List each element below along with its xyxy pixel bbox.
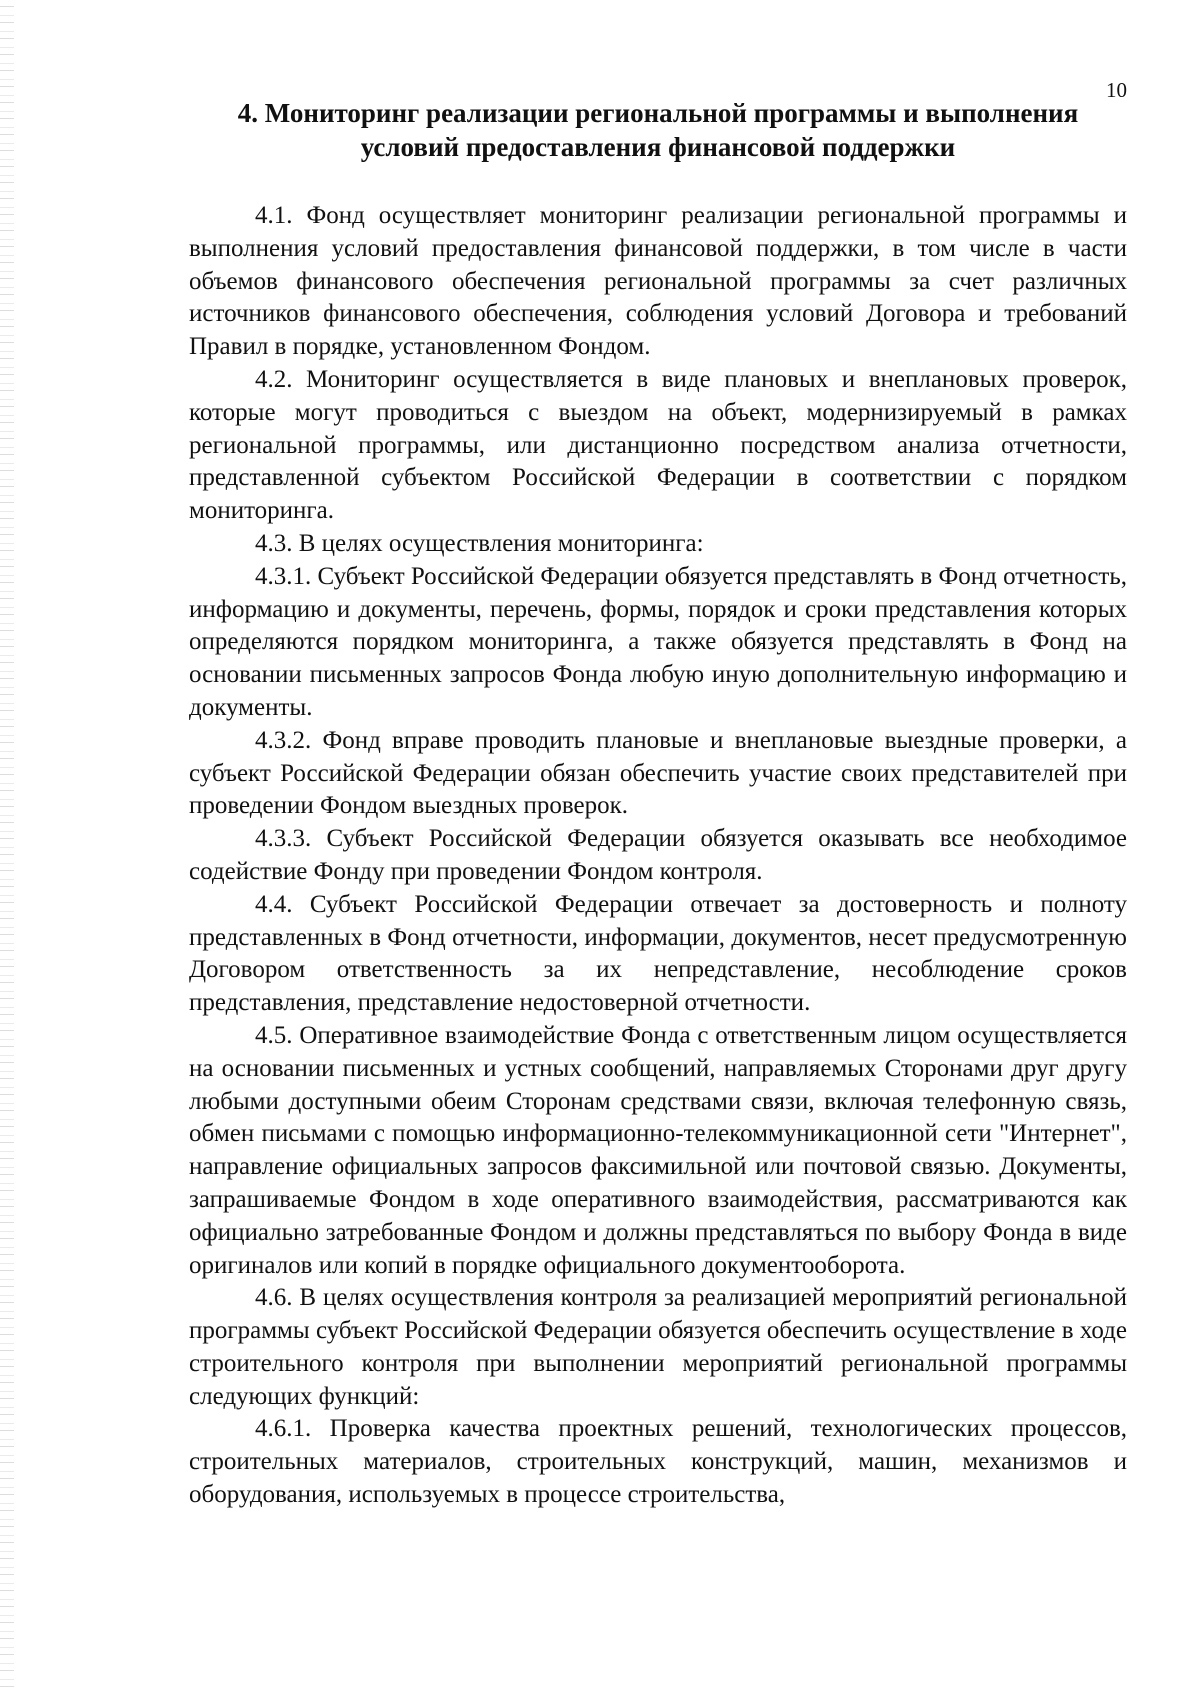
paragraph-4-3-3: 4.3.3. Субъект Российской Федерации обязуется оказывать все необходимое содействие Фонду при проведении Фондом контроля. — [189, 825, 1127, 885]
paragraph-4-1: 4.1. Фонд осуществляет мониторинг реализации региональной программы и выполнения условий предоставления финансовой поддержки, в том числе в части объемов финансового обеспечения региональной программы за счет различных источников финансового обеспечения, соблюдения условий Договора и требований Правил в порядке, установленном Фондом. — [189, 202, 1127, 361]
scan-edge-artifact — [0, 0, 14, 1687]
paragraph-4-4: 4.4. Субъект Российской Федерации отвечает за достоверность и полноту представленных в Фонд отчетности, информации, документов, несет предусмотренную Договором ответственность за их непредставление, несоблюдение сроков представления, представление недостоверной отчетности. — [189, 890, 1127, 1017]
paragraph-4-6: 4.6. В целях осуществления контроля за реализацией мероприятий региональной программы субъект Российской Федерации обязуется обеспечить осуществление в ходе строительного контроля при выполнении мероприятий региональной программы следующих функций: — [189, 1284, 1127, 1410]
paragraph-4-3-2: 4.3.2. Фонд вправе проводить плановые и внеплановые выездные проверки, а субъект Российской Федерации обязан обеспечить участие своих представителей при проведении Фондом выездных проверок. — [189, 726, 1127, 820]
paragraph-4-3: 4.3. В целях осуществления мониторинга: — [255, 529, 704, 557]
paragraph-4-6-1: 4.6.1. Проверка качества проектных решений, технологических процессов, строительных материалов, строительных конструкций, машин, механизмов и оборудования, используемых в процессе строительства, — [189, 1415, 1127, 1509]
section-heading-line-1: 4. Мониторинг реализации региональной программы и выполнения — [237, 98, 1079, 128]
paragraph-4-3-1: 4.3.1. Субъект Российской Федерации обязуется представлять в Фонд отчетность, информацию и документы, перечень, формы, порядок и сроки представления которых определяются порядком мониторинга, а также обязуется представлять в Фонд на основании письменных запросов Фонда любую иную дополнительную информацию и документы. — [189, 562, 1127, 721]
section-heading — [189, 96, 1127, 164]
page-number: 10 — [1106, 78, 1127, 102]
section-heading-line-2: условий предоставления финансовой поддержки — [360, 132, 956, 162]
paragraph-4-2: 4.2. Мониторинг осуществляется в виде плановых и внеплановых проверок, которые могут проводиться с выездом на объект, модернизируемый в рамках региональной программы, или дистанционно посредством анализа отчетности, представленной субъектом Российской Федерации в соответствии с порядком мониторинга. — [189, 365, 1127, 525]
paragraph-4-5: 4.5. Оперативное взаимодействие Фонда с ответственным лицом осуществляется на основании письменных и устных сообщений, направляемых Сторонами друг другу любыми доступными обеим Сторонам средствами связи, включая телефонную связь, обмен письмами с помощью информационно-телекоммуникационной сети "Интернет", направление официальных запросов факсимильной или почтовой связью. Документы, запрашиваемые Фондом в ходе оперативного взаимодействия, рассматриваются как официально затребованные Фондом и должны представляться по выбору Фонда в виде оригиналов или копий в порядке официального документооборота. — [189, 1021, 1127, 1279]
document-page — [189, 96, 1127, 1512]
